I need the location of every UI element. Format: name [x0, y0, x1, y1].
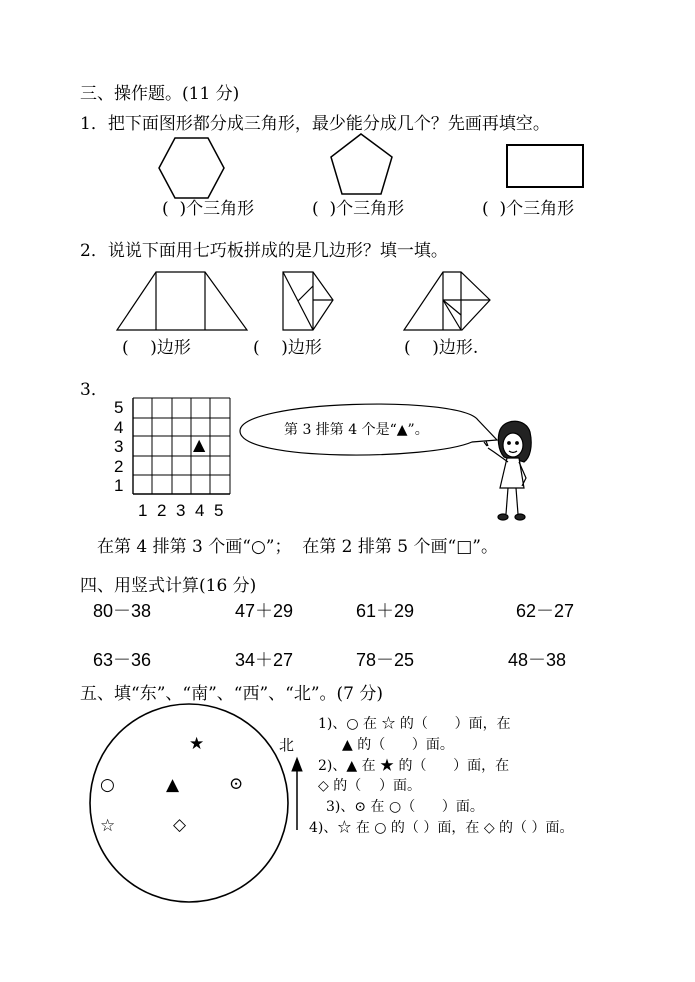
section3-title: 三、操作题。(11 分) — [80, 84, 240, 104]
dot-circle-symbol: ⊙ — [229, 774, 244, 794]
q5-4: 4)、☆ 在 ○ 的（ ）面，在 ◇ 的（ ）面。 — [309, 820, 574, 836]
col-label: 4 — [195, 501, 205, 520]
position-grid — [133, 398, 230, 494]
q5-2a: 2)、▲ 在 ★ 的（ ）面，在 — [318, 758, 510, 774]
q1-blank-hexagon[interactable]: ( )个三角形 — [162, 199, 255, 219]
q1-text: 1．把下面图形都分成三角形，最少能分成几个？先画再填空。 — [80, 114, 550, 134]
tangram-trapezoid — [117, 272, 247, 330]
row-label: 2 — [114, 457, 124, 476]
section4-title: 四、用竖式计算(16 分) — [80, 576, 257, 596]
calc-problem[interactable]: 47＋29 — [235, 601, 294, 621]
calc-problem[interactable]: 61＋29 — [356, 601, 415, 621]
calc-problem[interactable]: 34＋27 — [235, 650, 294, 670]
q2-blank-3[interactable]: ( )边形. — [404, 338, 479, 358]
diamond-symbol: ◇ — [173, 815, 187, 835]
row-label: 3 — [114, 437, 124, 456]
pentagon-shape — [331, 134, 392, 194]
calc-problem[interactable]: 63－36 — [93, 650, 152, 670]
circle-symbol: ○ — [100, 775, 115, 795]
speech-text: 第 3 排第 4 个是“▲”。 — [284, 422, 429, 438]
north-arrow — [292, 758, 302, 830]
q5-1a: 1)、○ 在 ☆ 的（ ）面，在 — [318, 716, 511, 732]
girl-figure — [484, 421, 531, 520]
section5-title: 五、填“东”、“南”、“西”、“北”。(7 分) — [80, 684, 384, 704]
north-label: 北 — [279, 736, 295, 754]
col-label: 2 — [157, 501, 167, 520]
q3-instruction: 在第 4 排第 3 个画“○”； 在第 2 排第 5 个画“□”。 — [97, 537, 498, 557]
row-label: 4 — [114, 418, 124, 437]
q2-blank-1[interactable]: ( )边形 — [122, 338, 191, 358]
calc-problem[interactable]: 78－25 — [356, 650, 415, 670]
row-label: 5 — [114, 398, 124, 417]
q1-blank-pentagon[interactable]: ( )个三角形 — [312, 199, 405, 219]
hexagon-shape — [159, 138, 224, 198]
q3-number: 3． — [80, 380, 108, 400]
tangram-hexagon — [404, 272, 490, 330]
row-label: 1 — [114, 476, 124, 495]
q5-2b: ◇ 的（ ）面。 — [318, 778, 422, 794]
col-label: 3 — [176, 501, 186, 520]
rectangle-shape — [507, 145, 583, 187]
col-label: 5 — [214, 501, 224, 520]
q5-1b: ▲ 的（ ）面。 — [342, 737, 454, 753]
calc-problem[interactable]: 48－38 — [508, 650, 567, 670]
white-star-symbol: ☆ — [100, 816, 116, 836]
black-star-symbol: ★ — [189, 734, 205, 754]
q1-blank-rectangle[interactable]: ( )个三角形 — [482, 199, 575, 219]
grid-triangle-mark: ▲ — [193, 435, 206, 454]
q2-text: 2．说说下面用七巧板拼成的是几边形？填一填。 — [80, 241, 448, 261]
calc-problem[interactable]: 62－27 — [516, 601, 575, 621]
tangram-pentagon — [283, 272, 333, 330]
q5-3: 3)、⊙ 在 ○（ ）面。 — [326, 799, 484, 815]
q2-blank-2[interactable]: ( )边形 — [253, 338, 322, 358]
calc-problem[interactable]: 80－38 — [93, 601, 152, 621]
black-triangle-symbol: ▲ — [166, 775, 180, 795]
col-label: 1 — [138, 501, 148, 520]
